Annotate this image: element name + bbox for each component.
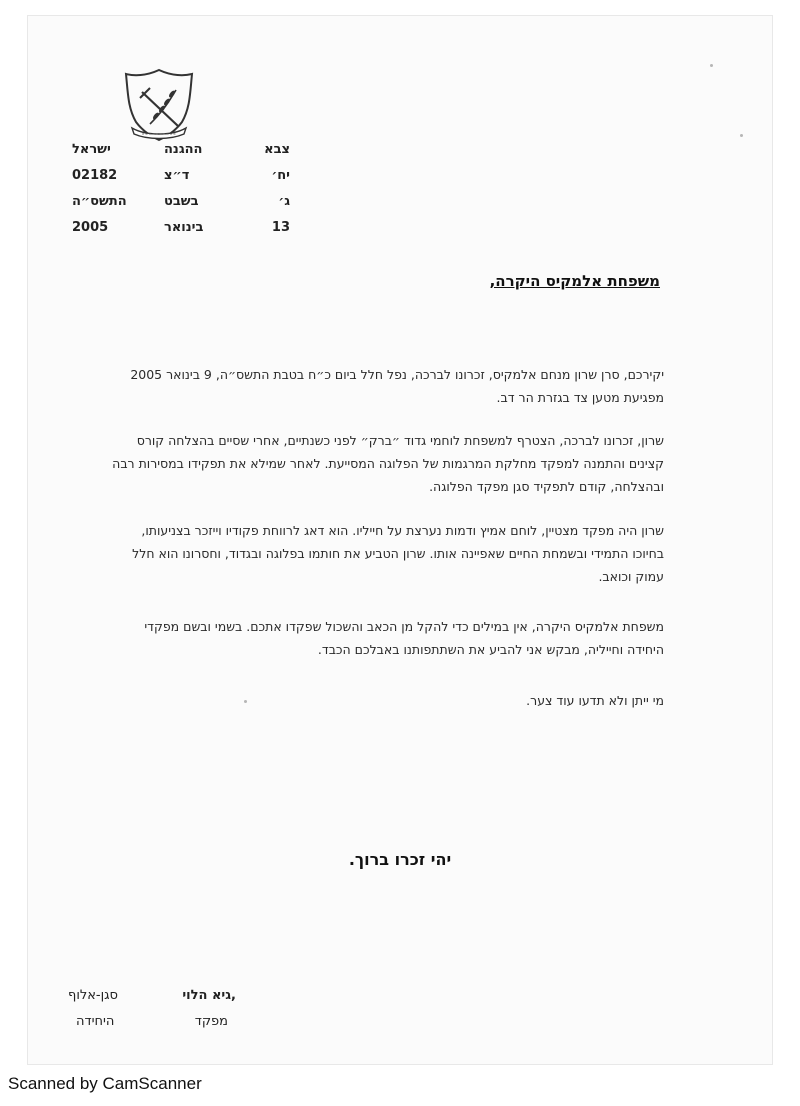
body-paragraph: יקירכם, סרן שרון מנחם אלמקיס, זכרונו לברכה, נפל חלל ביום כ״ח בטבת התשס״ה, 9 בינואר 2005 מפגיעת מטען צד בגזרת הר דב. xyxy=(130,366,664,405)
header-cell: ישראל xyxy=(72,142,111,157)
signature-block xyxy=(68,988,236,1040)
header-row xyxy=(72,142,290,168)
header-cell: התשס״ה xyxy=(72,194,127,209)
header-cell: 2005 xyxy=(72,220,109,235)
header-row xyxy=(72,220,290,246)
header-cell: ג׳ xyxy=(278,194,290,209)
paper-speck xyxy=(244,700,247,703)
header-cell: בשבט xyxy=(164,194,199,209)
signer-title: מפקד xyxy=(194,1014,228,1029)
signer-rank: סגן-אלוף xyxy=(68,988,118,1003)
header-cell: צבא xyxy=(264,142,290,157)
paper-speck xyxy=(740,134,743,137)
body-paragraph: משפחת אלמקיס היקרה, אין במילים כדי להקל מן הכאב והשכול שפקדו אתכם. בשמי ובשם מפקדי היחידה וחייליה, מבקש אני להביע את השתתפותנו באבלכם הכבד. xyxy=(144,618,664,657)
scanner-footer: Scanned by CamScanner xyxy=(8,1074,202,1093)
letter-header-block xyxy=(72,142,290,246)
header-cell: יח׳ xyxy=(271,168,290,183)
header-row xyxy=(72,194,290,220)
signature-row xyxy=(68,1014,228,1040)
header-cell: ד״צ xyxy=(164,168,190,183)
paper-speck xyxy=(710,64,713,67)
body-paragraph: שרון, זכרונו לברכה, הצטרף למשפחת לוחמי גדוד ״ברק״ לפני כשנתיים, אחרי שסיים בהצלחה קורס קצינים והתמנה למפקד מחלקת המרגמות של הפלוגה המסייעת. לאחר שמילא את תפקידו במסירות רבה ובהצלחה, קודם לתפקיד סגן מפקד הפלוגה. xyxy=(112,432,664,494)
signer-unit: היחידה xyxy=(76,1014,115,1029)
salutation: משפחת אלמקיס היקרה, xyxy=(489,272,660,290)
header-cell: 13 xyxy=(271,220,290,235)
header-cell: בינואר xyxy=(164,220,204,235)
header-cell: ההגנה xyxy=(164,142,203,157)
idf-emblem-icon xyxy=(120,64,198,144)
body-paragraph: מי ייתן ולא תדעו עוד צער. xyxy=(526,692,664,708)
header-row xyxy=(72,168,290,194)
letter-page xyxy=(28,16,772,1064)
signer-name: גיא הלוי, xyxy=(182,988,236,1003)
memorial-blessing: יהי זכרו ברוך. xyxy=(348,850,452,869)
body-paragraph: שרון היה מפקד מצטיין, לוחם אמיץ ודמות נערצת על חייליו. הוא דאג לרווחת פקודיו וייזכר בצניעותו, בחיוכו התמידי ובשמחת החיים שאפיינה אותו. שרון הטביע את חותמו בפלוגה ובגדוד, וחסרונו הוא חלל עמוק וכואב. xyxy=(132,522,664,584)
signature-row xyxy=(68,988,236,1014)
header-cell: 02182 xyxy=(72,168,118,183)
